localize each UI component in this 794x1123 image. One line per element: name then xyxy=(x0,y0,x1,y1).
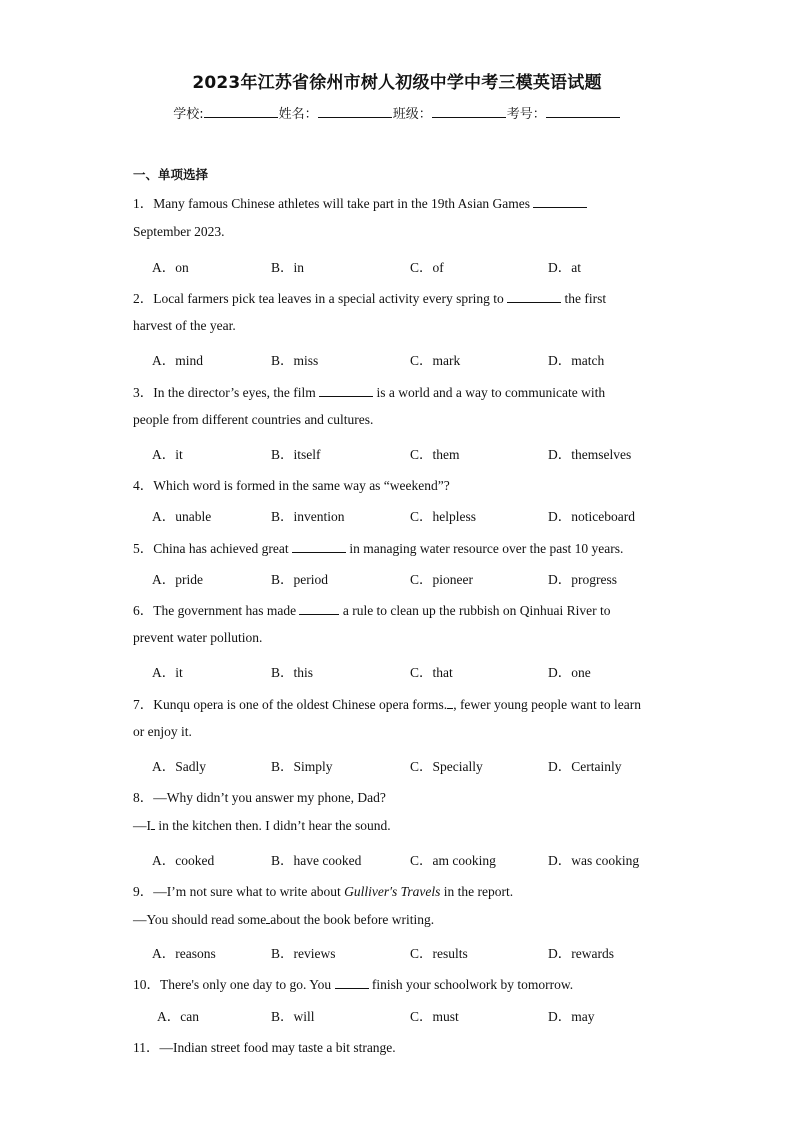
question-7-option-c[interactable]: C．Specially xyxy=(410,759,483,774)
question-7-option-d[interactable]: D．Certainly xyxy=(548,759,622,774)
question-8-text-b: in the kitchen then. I didn’t hear the sound. xyxy=(158,818,391,833)
question-1-stem-cont: September 2023. xyxy=(133,224,225,239)
question-1-option-c[interactable]: C．of xyxy=(410,260,444,275)
question-1-option-a[interactable]: A．on xyxy=(152,260,189,275)
question-1-text: 1．Many famous Chinese athletes will take part in the 19th Asian Games xyxy=(133,196,531,211)
question-3-stem-cont: people from different countries and cultures. xyxy=(133,412,374,427)
question-2-option-c[interactable]: C．mark xyxy=(410,353,461,368)
question-5-text: 5．China has achieved great xyxy=(133,541,289,556)
question-9-text-c: —You should read some xyxy=(133,912,267,927)
question-2-stem xyxy=(133,287,606,307)
question-7-option-b[interactable]: B．Simply xyxy=(271,759,333,774)
question-6-option-a[interactable]: A．it xyxy=(152,665,183,680)
question-11-stem: 11．—Indian street food may taste a bit strange. xyxy=(133,1040,396,1055)
answer-blank xyxy=(151,817,155,830)
question-8-option-b[interactable]: B．have cooked xyxy=(271,853,362,868)
question-4-option-c[interactable]: C．helpless xyxy=(410,509,476,524)
question-3-stem xyxy=(133,381,605,401)
school-label: 学校: xyxy=(173,107,204,122)
question-8-option-d[interactable]: D．was cooking xyxy=(548,853,640,868)
question-1-option-b[interactable]: B．in xyxy=(271,260,305,275)
question-9-text-b: in the report. xyxy=(443,884,514,899)
answer-blank xyxy=(335,976,369,989)
question-4-option-b[interactable]: B．invention xyxy=(271,509,345,524)
question-5-option-b[interactable]: B．period xyxy=(271,572,328,587)
question-8-option-c[interactable]: C．am cooking xyxy=(410,853,496,868)
question-2-option-b[interactable]: B．miss xyxy=(271,353,319,368)
question-3-option-a[interactable]: A．it xyxy=(152,447,183,462)
question-9-stem-cont xyxy=(133,911,434,928)
question-5-option-a[interactable]: A．pride xyxy=(152,572,203,587)
question-1-option-d[interactable]: D．at xyxy=(548,260,581,275)
question-7-text: 7．Kunqu opera is one of the oldest Chinese opera forms. xyxy=(133,697,448,712)
question-10-option-c[interactable]: C．must xyxy=(410,1009,459,1024)
question-7-option-a[interactable]: A．Sadly xyxy=(152,759,206,774)
question-2-text: 2．Local farmers pick tea leaves in a special activity every spring to xyxy=(133,291,504,306)
question-10-text-b: finish your schoolwork by tomorrow. xyxy=(371,977,574,992)
question-2-option-d[interactable]: D．match xyxy=(548,353,605,368)
question-8-stem: 8．—Why didn’t you answer my phone, Dad? xyxy=(133,790,386,805)
question-8-stem-cont xyxy=(133,817,391,834)
number-blank xyxy=(546,105,620,118)
question-4-option-d[interactable]: D．noticeboard xyxy=(548,509,635,524)
question-6-text: 6．The government has made xyxy=(133,603,297,618)
question-4-stem: 4．Which word is formed in the same way as “weekend”? xyxy=(133,478,450,493)
question-8-text: —I xyxy=(133,818,151,833)
question-6-text-b: a rule to clean up the rubbish on Qinhuai River to xyxy=(342,603,611,618)
question-5-text-b: in managing water resource over the past 10 years. xyxy=(349,541,624,556)
question-5-stem xyxy=(133,537,623,557)
number-label: 考号： xyxy=(506,107,546,122)
question-7-stem xyxy=(133,693,641,713)
question-5-option-c[interactable]: C．pioneer xyxy=(410,572,473,587)
question-10-option-b[interactable]: B．will xyxy=(271,1009,315,1024)
question-10-text: 10．There's only one day to go. You xyxy=(133,977,332,992)
answer-blank xyxy=(507,290,561,303)
question-6-option-d[interactable]: D．one xyxy=(548,665,591,680)
question-3-option-b[interactable]: B．itself xyxy=(271,447,321,462)
name-blank xyxy=(318,105,392,118)
question-7-text-b: , fewer young people want to learn xyxy=(453,697,641,712)
question-6-stem xyxy=(133,599,611,619)
question-9-text: 9．—I’m not sure what to write about xyxy=(133,884,341,899)
question-10-stem xyxy=(133,973,573,993)
class-blank xyxy=(432,105,506,118)
question-3-text-b: is a world and a way to communicate with xyxy=(376,385,606,400)
section-title: 一、单项选择 xyxy=(133,167,209,182)
question-10-option-d[interactable]: D．may xyxy=(548,1009,595,1024)
question-9-text-d: about the book before writing. xyxy=(270,912,435,927)
answer-blank xyxy=(292,540,346,553)
class-label: 班级： xyxy=(392,107,432,122)
question-9-option-d[interactable]: D．rewards xyxy=(548,946,614,961)
answer-blank xyxy=(299,602,339,615)
question-3-option-c[interactable]: C．them xyxy=(410,447,460,462)
question-3-text: 3．In the director’s eyes, the film xyxy=(133,385,316,400)
question-3-option-d[interactable]: D．themselves xyxy=(548,447,632,462)
question-5-option-d[interactable]: D．progress xyxy=(548,572,617,587)
question-1-stem xyxy=(133,192,587,212)
question-8-option-a[interactable]: A．cooked xyxy=(152,853,215,868)
question-2-option-a[interactable]: A．mind xyxy=(152,353,204,368)
student-info-line xyxy=(0,103,794,122)
question-6-stem-cont: prevent water pollution. xyxy=(133,630,263,645)
question-9-stem xyxy=(133,880,513,900)
school-blank xyxy=(204,105,278,118)
exam-title: 2023年江苏省徐州市树人初级中学中考三模英语试题 xyxy=(192,73,602,93)
name-label: 姓名： xyxy=(278,107,318,122)
question-4-option-a[interactable]: A．unable xyxy=(152,509,212,524)
question-7-stem-cont: or enjoy it. xyxy=(133,724,192,739)
answer-blank xyxy=(319,384,373,397)
question-6-option-c[interactable]: C．that xyxy=(410,665,453,680)
question-9-option-a[interactable]: A．reasons xyxy=(152,946,216,961)
question-9-option-c[interactable]: C．results xyxy=(410,946,468,961)
answer-blank xyxy=(533,195,587,208)
question-2-stem-cont: harvest of the year. xyxy=(133,318,236,333)
question-9-option-b[interactable]: B．reviews xyxy=(271,946,336,961)
question-6-option-b[interactable]: B．this xyxy=(271,665,314,680)
question-2-text-b: the first xyxy=(564,291,607,306)
book-title: Gulliver′s Travels xyxy=(344,884,441,899)
question-10-option-a[interactable]: A．can xyxy=(157,1009,199,1024)
